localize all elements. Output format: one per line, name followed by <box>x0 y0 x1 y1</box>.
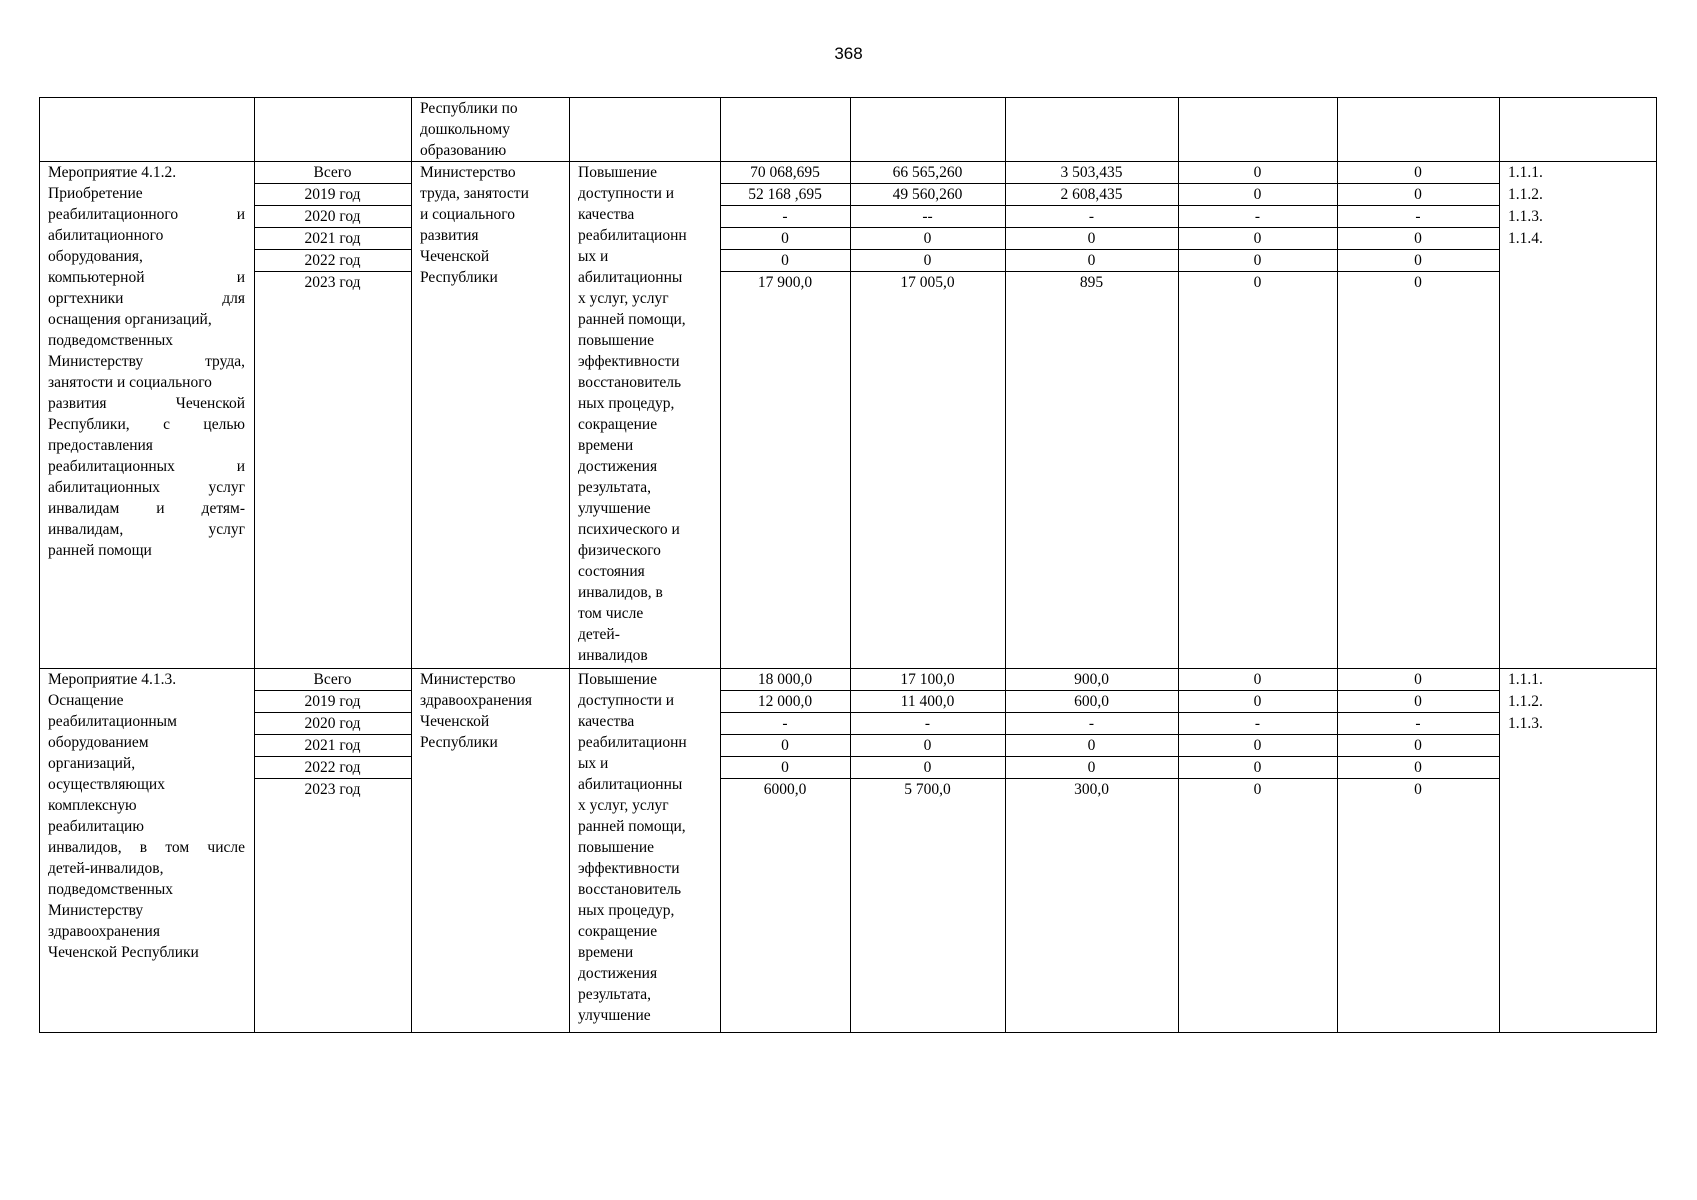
funding-value: 2 608,435 <box>1060 186 1123 203</box>
result-text-line: сокращение <box>578 923 658 940</box>
funding-value: 3 503,435 <box>1060 164 1123 181</box>
result-text-line: состояния <box>578 563 645 580</box>
indicator-code: 1.1.4. <box>1508 230 1543 247</box>
result-text-line: достижения <box>578 965 658 982</box>
executor-text-line: труда, занятости <box>420 185 529 202</box>
funding-value: - <box>782 208 788 225</box>
funding-value: - <box>1415 715 1421 732</box>
funding-value: 0 <box>1253 693 1262 710</box>
result-text-line: ранней помощи, <box>578 818 686 835</box>
funding-value: 0 <box>1414 252 1422 269</box>
funding-value: 900,0 <box>1074 671 1109 688</box>
funding-value: 895 <box>1079 274 1104 291</box>
measure-name-line: оборудованием <box>48 734 149 751</box>
funding-value: 0 <box>781 252 789 269</box>
year-label: 2022 год <box>304 252 361 269</box>
measure-name-line: Оснащение <box>48 692 124 709</box>
funding-value: 0 <box>1253 759 1262 776</box>
year-label: 2021 год <box>304 230 361 247</box>
executor-text-line: дошкольному <box>420 121 510 138</box>
measure-name-line: оргтехники для <box>48 290 245 307</box>
measure-name-line: Республики, с целью <box>48 416 245 433</box>
executor-text-line: Чеченской <box>420 713 490 730</box>
funding-value: 0 <box>781 230 789 247</box>
funding-value: 600,0 <box>1074 693 1109 710</box>
result-text-line: Повышение <box>578 164 657 181</box>
measure-name-line: реабилитационным <box>48 713 177 730</box>
measure-name-line: осуществляющих <box>48 776 165 793</box>
funding-value: 0 <box>1253 164 1262 181</box>
result-text-line: восстановитель <box>578 881 682 898</box>
result-text-line: доступности и <box>578 185 675 202</box>
result-text-line: инвалидов <box>578 647 648 664</box>
measure-name-line: абилитационных услуг <box>48 479 245 496</box>
funding-value: 0 <box>1253 671 1262 688</box>
year-label: 2019 год <box>304 186 361 203</box>
year-label: 2020 год <box>304 208 361 225</box>
funding-value: 0 <box>923 252 932 269</box>
indicator-code: 1.1.1. <box>1508 671 1543 688</box>
measure-name-line: инвалидам и детям- <box>48 500 245 517</box>
measure-name-line: подведомственных <box>48 881 174 898</box>
measure-name-line: абилитационного <box>48 227 164 244</box>
indicator-code: 1.1.3. <box>1508 715 1543 732</box>
funding-value: - <box>1254 715 1261 732</box>
measure-name-line: ранней помощи <box>48 542 152 559</box>
funding-value: 0 <box>1253 252 1262 269</box>
measure-name-line: организаций, <box>48 755 136 772</box>
funding-value: 66 565,260 <box>892 164 963 181</box>
funding-value: 0 <box>1414 781 1422 798</box>
executor-text-line: Министерство <box>420 164 516 181</box>
funding-value: - <box>1088 208 1095 225</box>
funding-value: 0 <box>1414 274 1422 291</box>
measure-name-line: инвалидов, в том числе <box>48 839 245 856</box>
funding-value: 49 560,260 <box>892 186 963 203</box>
measure-name-line: предоставления <box>48 437 153 454</box>
result-text-line: качества <box>578 713 635 730</box>
year-label: 2021 год <box>304 737 361 754</box>
executor-text-line: и социального <box>420 206 515 223</box>
funding-value: 0 <box>923 759 932 776</box>
column-divider <box>1499 97 1500 1033</box>
result-text-line: абилитационны <box>578 776 683 793</box>
result-text-line: физического <box>578 542 661 559</box>
measure-name-line: Мероприятие 4.1.3. <box>48 671 177 688</box>
funding-value: 0 <box>1253 737 1262 754</box>
table-border-right <box>1656 97 1657 1033</box>
result-text-line: х услуг, услуг <box>578 290 669 307</box>
funding-value: 0 <box>923 230 932 247</box>
result-text-line: повышение <box>578 839 655 856</box>
result-text-line: результата, <box>578 986 652 1003</box>
result-text-line: реабилитационн <box>578 227 687 244</box>
result-text-line: абилитационны <box>578 269 683 286</box>
executor-text-line: развития <box>420 227 479 244</box>
measure-name-line: Мероприятие 4.1.2. <box>48 164 177 181</box>
measure-name-line: реабилитационных и <box>48 458 245 475</box>
result-text-line: инвалидов, в <box>578 584 663 601</box>
funding-value: 0 <box>1414 737 1422 754</box>
indicator-code: 1.1.2. <box>1508 693 1543 710</box>
funding-value: - <box>1415 208 1421 225</box>
funding-value: 0 <box>1414 230 1422 247</box>
measure-name-line: комплексную <box>48 797 137 814</box>
measure-name-line: развития Чеченской <box>48 395 245 412</box>
result-text-line: улучшение <box>578 500 651 517</box>
table-border-top <box>39 97 1657 98</box>
funding-value: - <box>782 715 788 732</box>
funding-value: 17 005,0 <box>900 274 955 291</box>
funding-value: 70 068,695 <box>750 164 820 181</box>
result-text-line: реабилитационн <box>578 734 687 751</box>
measure-name-line: Приобретение <box>48 185 143 202</box>
result-text-line: ых и <box>578 755 609 772</box>
funding-value: 0 <box>1414 671 1422 688</box>
result-text-line: улучшение <box>578 1007 651 1024</box>
measure-name-line: реабилитацию <box>48 818 144 835</box>
result-text-line: повышение <box>578 332 655 349</box>
result-text-line: х услуг, услуг <box>578 797 669 814</box>
funding-value: 18 000,0 <box>757 671 813 688</box>
funding-value: - <box>1254 208 1261 225</box>
measure-name-line: Министерству <box>48 902 144 919</box>
measure-name-line: Чеченской Республики <box>48 944 199 961</box>
executor-text-line: здравоохранения <box>420 692 532 709</box>
year-label: 2019 год <box>304 693 361 710</box>
table-border-left <box>39 97 40 1033</box>
funding-value: 6000,0 <box>763 781 807 798</box>
funding-value: 0 <box>1253 186 1262 203</box>
measure-name-line: оборудования, <box>48 248 143 265</box>
funding-value: 0 <box>1087 230 1096 247</box>
result-text-line: Повышение <box>578 671 657 688</box>
executor-text-line: Чеченской <box>420 248 490 265</box>
executor-text-line: Министерство <box>420 671 516 688</box>
funding-value: 300,0 <box>1074 781 1109 798</box>
funding-value: - <box>924 715 931 732</box>
funding-value: 0 <box>1087 252 1096 269</box>
funding-value: 52 168 ,695 <box>748 186 822 203</box>
funding-value: 0 <box>1253 781 1262 798</box>
funding-value: 0 <box>781 737 789 754</box>
result-text-line: сокращение <box>578 416 658 433</box>
measure-name-line: компьютерной и <box>48 269 245 286</box>
funding-value: 5 700,0 <box>904 781 951 798</box>
result-text-line: достижения <box>578 458 658 475</box>
year-label: Всего <box>313 164 352 181</box>
indicator-code: 1.1.3. <box>1508 208 1543 225</box>
funding-value: 12 000,0 <box>757 693 813 710</box>
funding-value: 0 <box>923 737 932 754</box>
funding-value: 17 100,0 <box>900 671 955 688</box>
funding-value: 0 <box>1414 186 1422 203</box>
funding-value: 17 900,0 <box>757 274 813 291</box>
page-number: 368 <box>834 44 863 63</box>
table-border-bottom <box>39 1032 1657 1033</box>
result-text-line: доступности и <box>578 692 675 709</box>
executor-text-line: Республики <box>420 734 498 751</box>
result-text-line: психического и <box>578 521 680 538</box>
result-text-line: том числе <box>578 605 644 622</box>
result-text-line: ных процедур, <box>578 395 675 412</box>
year-label: 2023 год <box>304 781 361 798</box>
result-text-line: детей- <box>578 626 620 643</box>
result-text-line: времени <box>578 437 634 454</box>
funding-value: 0 <box>781 759 789 776</box>
funding-value: - <box>1088 715 1095 732</box>
measure-name-line: подведомственных <box>48 332 174 349</box>
result-text-line: эффективности <box>578 860 680 877</box>
funding-value: 0 <box>1253 230 1262 247</box>
funding-value: 0 <box>1414 164 1422 181</box>
measure-name-line: занятости и социального <box>48 374 212 391</box>
measure-name-line: оснащения организаций, <box>48 311 212 328</box>
funding-value: -- <box>922 208 933 225</box>
result-text-line: восстановитель <box>578 374 682 391</box>
year-label: 2022 год <box>304 759 361 776</box>
measure-name-line: Министерству труда, <box>48 353 245 370</box>
indicator-code: 1.1.1. <box>1508 164 1543 181</box>
result-text-line: эффективности <box>578 353 680 370</box>
funding-value: 0 <box>1414 693 1422 710</box>
measure-name-line: инвалидам, услуг <box>48 521 245 538</box>
year-label: 2020 год <box>304 715 361 732</box>
indicator-code: 1.1.2. <box>1508 186 1543 203</box>
result-text-line: ранней помощи, <box>578 311 686 328</box>
funding-value: 0 <box>1253 274 1262 291</box>
executor-text-line: образованию <box>420 142 507 159</box>
executor-text-line: Республики <box>420 269 498 286</box>
result-text-line: ых и <box>578 248 609 265</box>
year-label: 2023 год <box>304 274 361 291</box>
measure-name-line: детей-инвалидов, <box>48 860 164 877</box>
funding-value: 0 <box>1414 759 1422 776</box>
result-text-line: качества <box>578 206 635 223</box>
measure-name-line: здравоохранения <box>48 923 160 940</box>
column-divider <box>411 97 412 1033</box>
executor-text-line: Республики по <box>420 100 518 117</box>
measure-name-line: реабилитационного и <box>48 206 245 223</box>
result-text-line: результата, <box>578 479 652 496</box>
funding-value: 11 400,0 <box>900 693 955 710</box>
funding-value: 0 <box>1087 737 1096 754</box>
result-text-line: времени <box>578 944 634 961</box>
funding-value: 0 <box>1087 759 1096 776</box>
column-divider <box>569 97 570 1033</box>
year-label: Всего <box>313 671 352 688</box>
result-text-line: ных процедур, <box>578 902 675 919</box>
